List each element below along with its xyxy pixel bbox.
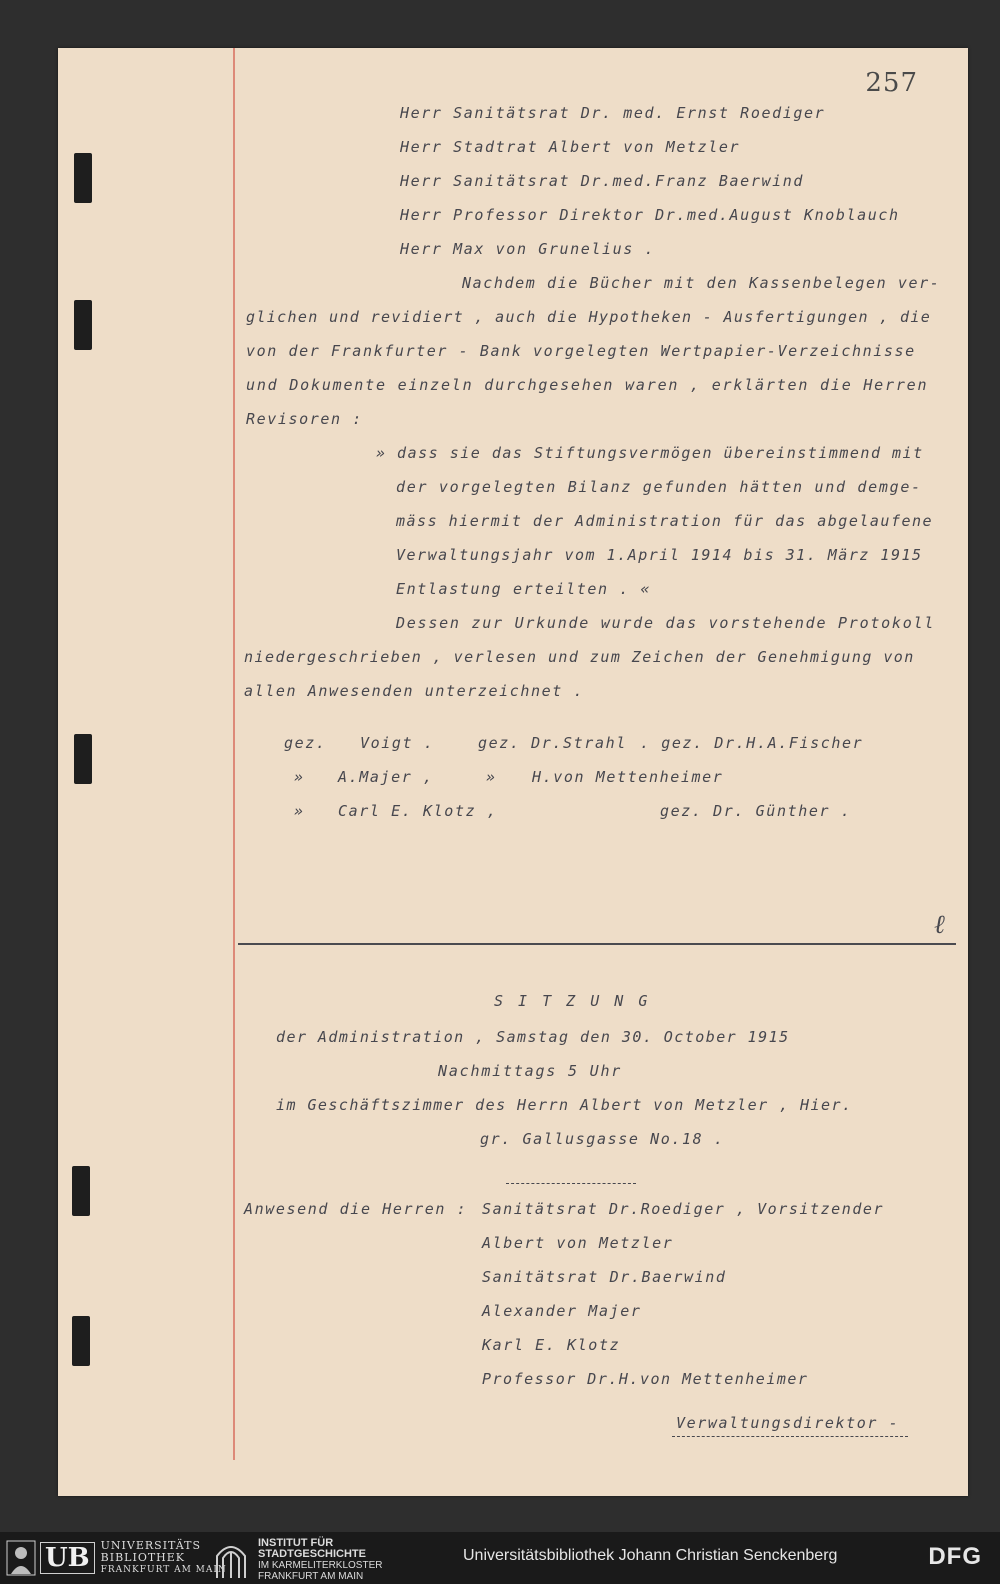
isg-line: INSTITUT FÜR <box>258 1537 334 1549</box>
paragraph-line: Nachdem die Bücher mit den Kassenbelegen ver- <box>462 274 941 292</box>
isg-text <box>258 1538 382 1582</box>
quote-line: Verwaltungsjahr vom 1.April 1914 bis 31. März 1915 <box>396 546 923 564</box>
signature: gez. <box>284 734 327 752</box>
ub-line: UNIVERSITÄTS <box>100 1539 201 1552</box>
isg-line: IM KARMELITERKLOSTER <box>258 1560 383 1571</box>
ub-line: BIBLIOTHEK <box>100 1551 186 1564</box>
present-name: Professor Dr.H.von Mettenheimer <box>482 1370 809 1388</box>
attendee-line: Herr Sanitätsrat Dr.med.Franz Baerwind <box>400 172 804 190</box>
signature: Voigt . <box>360 734 435 752</box>
present-name: Sanitätsrat Dr.Roediger , Vorsitzender <box>482 1200 885 1218</box>
signature: Carl E. Klotz , <box>338 802 498 820</box>
present-name: Sanitätsrat Dr.Baerwind <box>482 1268 727 1286</box>
present-label: Anwesend die Herren : <box>244 1200 468 1218</box>
session-line: im Geschäftszimmer des Herrn Albert von Metzler , Hier. <box>276 1096 853 1114</box>
signature: gez. Dr.Strahl <box>478 734 627 752</box>
paragraph-line: Revisoren : <box>246 410 363 428</box>
footer-bar <box>0 1532 1000 1584</box>
dash-divider <box>506 1183 636 1184</box>
session-line: gr. Gallusgasse No.18 . <box>480 1130 725 1148</box>
session-line: der Administration , Samstag den 30. October 1915 <box>276 1028 790 1046</box>
quote-line: » dass sie das Stiftungsvermögen übereinstimmend mit <box>376 444 924 462</box>
session-title: S I T Z U N G <box>494 992 651 1010</box>
paragraph-line: niedergeschrieben , verlesen und zum Zeichen der Genehmigung von <box>244 648 915 666</box>
isg-logo[interactable] <box>214 1538 382 1582</box>
signature: H.von Mettenheimer <box>532 768 724 786</box>
signature: A.Majer , <box>338 768 434 786</box>
present-name: Karl E. Klotz <box>482 1336 621 1354</box>
present-name: Alexander Majer <box>482 1302 642 1320</box>
check-mark: ℓ <box>934 910 945 940</box>
isg-line: STADTGESCHICHTE <box>258 1548 366 1560</box>
attendee-line: Herr Sanitätsrat Dr. med. Ernst Roediger <box>400 104 826 122</box>
section-divider <box>238 943 956 945</box>
paragraph-line: allen Anwesenden unterzeichnet . <box>244 682 585 700</box>
paragraph-line: und Dokumente einzeln durchgesehen waren , erklärten die Herren <box>246 376 929 394</box>
present-name: Albert von Metzler <box>482 1234 674 1252</box>
signature: . gez. Dr.H.A.Fischer <box>640 734 864 752</box>
ub-text <box>101 1540 227 1576</box>
punch-hole <box>74 153 92 203</box>
goethe-portrait-icon <box>6 1540 36 1576</box>
paragraph-line: Dessen zur Urkunde wurde das vorstehende Protokoll <box>396 614 936 632</box>
attendee-line: Herr Stadtrat Albert von Metzler <box>400 138 741 156</box>
punch-hole <box>72 1166 90 1216</box>
ub-logo[interactable] <box>6 1538 227 1578</box>
quote-line: mäss hiermit der Administration für das abgelaufene <box>396 512 934 530</box>
signature: » <box>294 768 305 786</box>
isg-line: FRANKFURT AM MAIN <box>258 1571 364 1582</box>
ub-line: FRANKFURT AM MAIN <box>100 1565 227 1575</box>
signature: gez. Dr. Günther . <box>660 802 852 820</box>
quote-line: Entlastung erteilten . « <box>396 580 652 598</box>
punch-hole <box>74 300 92 350</box>
punch-hole <box>74 734 92 784</box>
ub-mark: UB <box>40 1542 95 1574</box>
margin-line <box>233 48 235 1460</box>
signature: » <box>294 802 305 820</box>
arch-icon <box>214 1542 248 1578</box>
quote-line: der vorgelegten Bilanz gefunden hätten und demge- <box>396 478 922 496</box>
page-number: 257 <box>865 68 918 98</box>
dfg-logo[interactable]: DFG <box>928 1543 982 1570</box>
paragraph-line: von der Frankfurter - Bank vorgelegten Wertpapier-Verzeichnisse <box>246 342 916 360</box>
signature: » <box>486 768 497 786</box>
document-page <box>58 48 968 1496</box>
present-name: Verwaltungsdirektor - <box>676 1414 900 1432</box>
attendee-line: Herr Max von Grunelius . <box>400 240 656 258</box>
session-line: Nachmittags 5 Uhr <box>438 1062 623 1080</box>
punch-hole <box>72 1316 90 1366</box>
paragraph-line: glichen und revidiert , auch die Hypotheken - Ausfertigungen , die <box>246 308 932 326</box>
attendee-line: Herr Professor Direktor Dr.med.August Knoblauch <box>400 206 900 224</box>
underline <box>672 1436 908 1437</box>
library-name[interactable]: Universitätsbibliothek Johann Christian Senckenberg <box>463 1547 838 1564</box>
